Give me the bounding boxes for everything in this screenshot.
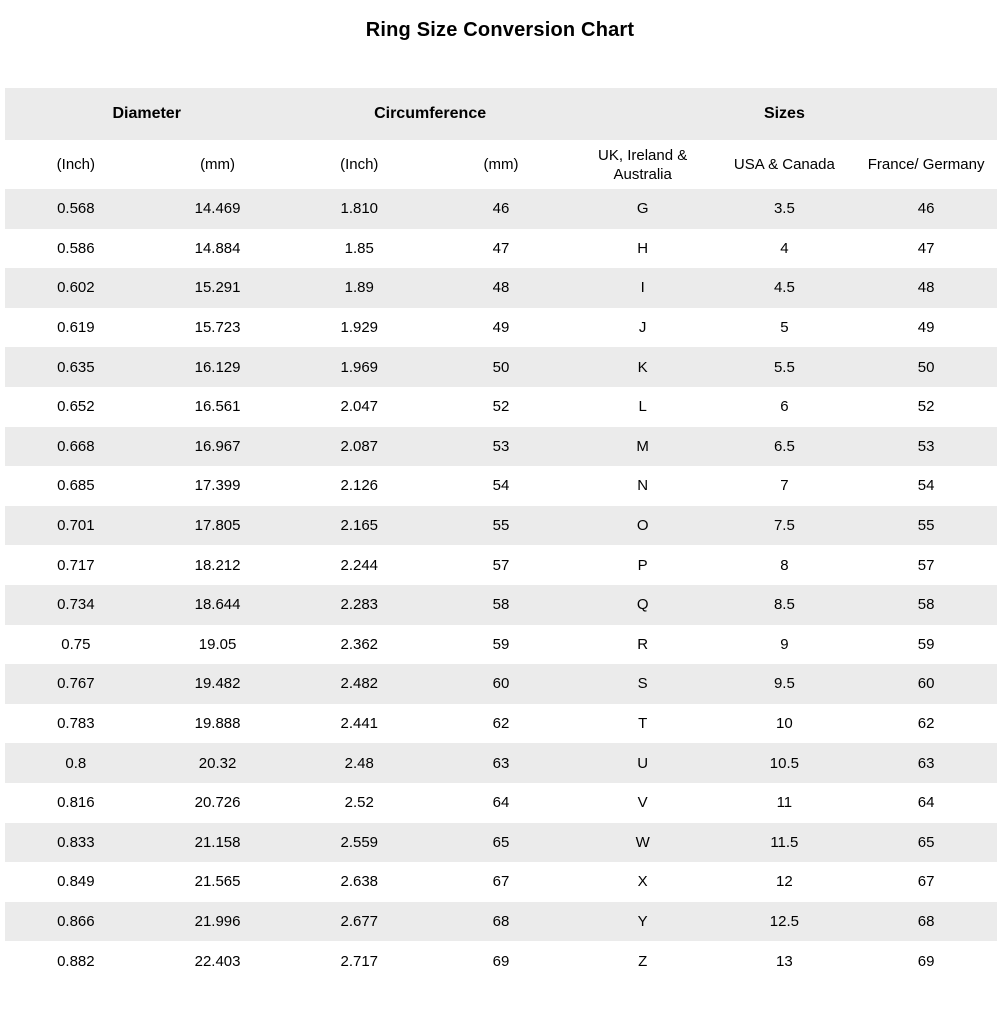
table-cell: 0.602 [57, 279, 95, 297]
table-cell: Z [638, 952, 648, 970]
group-header-row [5, 88, 997, 140]
column-header-france-germany: France/ Germany [855, 140, 997, 189]
table-cell: 0.701 [57, 517, 95, 535]
table-row [5, 229, 997, 269]
page [0, 19, 1000, 981]
table-cell: 59 [492, 635, 510, 653]
column-header-circumference-inch: (Inch) [288, 140, 430, 189]
table-cell: 0.586 [57, 239, 95, 257]
table-row [5, 545, 997, 585]
table-cell: 48 [917, 279, 935, 297]
table-cell: 47 [492, 239, 510, 257]
table-cell: 7 [780, 477, 789, 495]
table-cell: 16.129 [194, 358, 241, 376]
table-cell: 15.291 [194, 279, 241, 297]
table-cell: G [636, 200, 649, 218]
table-cell: 0.8 [65, 754, 87, 772]
table-cell: 8.5 [773, 596, 795, 614]
table-cell: 55 [917, 517, 935, 535]
table-cell: 67 [917, 873, 935, 891]
table-row [5, 347, 997, 387]
table-cell: 3.5 [773, 200, 795, 218]
table-cell: 2.362 [340, 635, 379, 653]
table-cell: 0.568 [57, 200, 95, 218]
table-cell: 22.403 [194, 952, 241, 970]
table-cell: 0.619 [57, 319, 95, 337]
table-cell: 18.644 [194, 596, 241, 614]
table-cell: 65 [917, 833, 935, 851]
table-cell: 52 [492, 398, 510, 416]
table-cell: 2.283 [340, 596, 379, 614]
table-cell: 50 [917, 358, 935, 376]
column-header-diameter-inch: (Inch) [5, 140, 147, 189]
table-cell: 68 [492, 912, 510, 930]
table-cell: 49 [492, 319, 510, 337]
table-cell: 19.05 [198, 635, 237, 653]
table-cell: 21.565 [194, 873, 241, 891]
table-row [5, 941, 997, 981]
table-cell: 2.482 [340, 675, 379, 693]
table-cell: 6.5 [773, 437, 795, 455]
table-cell: 60 [492, 675, 510, 693]
table-cell: 53 [492, 437, 510, 455]
table-cell: 0.652 [57, 398, 95, 416]
table-cell: 21.996 [194, 912, 241, 930]
table-cell: 46 [917, 200, 935, 218]
table-cell: K [637, 358, 648, 376]
table-cell: Q [636, 596, 649, 614]
column-header-usa-canada: USA & Canada [714, 140, 856, 189]
table-cell: 2.244 [340, 556, 379, 574]
table-cell: J [638, 319, 647, 337]
table-cell: 0.833 [57, 833, 95, 851]
table-row [5, 585, 997, 625]
column-header-uk-ireland-australia: UK, Ireland & Australia [572, 140, 714, 189]
table-cell: 15.723 [194, 319, 241, 337]
table-cell: 0.849 [57, 873, 95, 891]
column-header-circumference-mm: (mm) [430, 140, 572, 189]
table-cell: S [637, 675, 648, 693]
group-header-circumference: Circumference [288, 88, 571, 140]
table-row [5, 466, 997, 506]
table-cell: 2.126 [340, 477, 379, 495]
table-row [5, 427, 997, 467]
table-cell: 16.967 [194, 437, 241, 455]
table-cell: 2.047 [340, 398, 379, 416]
table-cell: 6 [780, 398, 789, 416]
table-row [5, 783, 997, 823]
table-cell: 7.5 [773, 517, 795, 535]
table-cell: 52 [917, 398, 935, 416]
table-cell: 2.087 [340, 437, 379, 455]
table-cell: 0.635 [57, 358, 95, 376]
table-cell: 2.677 [340, 912, 379, 930]
table-cell: 9.5 [773, 675, 795, 693]
table-cell: 54 [492, 477, 510, 495]
table-cell: 69 [492, 952, 510, 970]
table-cell: 10.5 [769, 754, 799, 772]
table-cell: 1.969 [340, 358, 379, 376]
table-cell: 58 [492, 596, 510, 614]
table-cell: 59 [917, 635, 935, 653]
table-cell: M [636, 437, 649, 455]
table-cell: 60 [917, 675, 935, 693]
table-cell: 1.89 [344, 279, 374, 297]
table-cell: 2.717 [340, 952, 379, 970]
table-cell: 5 [780, 319, 789, 337]
table-cell: 11.5 [770, 833, 799, 851]
table-cell: N [637, 477, 649, 495]
table-cell: 48 [492, 279, 510, 297]
table-cell: 14.884 [194, 239, 241, 257]
table-cell: L [638, 398, 647, 416]
table-row [5, 704, 997, 744]
table-cell: T [638, 715, 648, 733]
table-cell: 19.482 [194, 675, 241, 693]
table-cell: 62 [492, 715, 510, 733]
table-row [5, 189, 997, 229]
table-cell: 0.668 [57, 437, 95, 455]
table-cell: 2.559 [340, 833, 379, 851]
table-cell: X [637, 873, 648, 891]
table-cell: 69 [917, 952, 935, 970]
table-cell: 55 [492, 517, 510, 535]
table-cell: 13 [776, 952, 793, 970]
table-row [5, 308, 997, 348]
table-cell: 4.5 [773, 279, 795, 297]
table-cell: 9 [780, 635, 789, 653]
table-head [5, 88, 997, 189]
table-body [5, 189, 997, 981]
table-cell: 2.638 [340, 873, 379, 891]
group-header-sizes: Sizes [572, 88, 997, 140]
table-cell: 46 [492, 200, 510, 218]
table-cell: 1.929 [340, 319, 379, 337]
table-cell: 0.816 [57, 794, 95, 812]
table-cell: 65 [492, 833, 510, 851]
table-cell: 0.685 [57, 477, 95, 495]
table-cell: 0.717 [57, 556, 95, 574]
page-title: Ring Size Conversion Chart [365, 19, 635, 41]
table-cell: 0.767 [57, 675, 95, 693]
table-cell: 62 [917, 715, 935, 733]
table-cell: 64 [492, 794, 510, 812]
table-cell: 12 [776, 873, 793, 891]
table-cell: 54 [917, 477, 935, 495]
table-cell: 0.866 [57, 912, 95, 930]
table-cell: I [640, 279, 645, 297]
table-cell: 57 [492, 556, 510, 574]
table-cell: 58 [917, 596, 935, 614]
table-cell: 19.888 [194, 715, 241, 733]
table-cell: 10 [776, 715, 793, 733]
table-cell: 64 [917, 794, 935, 812]
column-header-diameter-mm: (mm) [147, 140, 289, 189]
table-cell: 2.48 [344, 754, 374, 772]
column-header-row [5, 140, 997, 189]
table-row [5, 664, 997, 704]
table-cell: 1.810 [340, 200, 379, 218]
table-cell: 68 [917, 912, 935, 930]
table-row [5, 743, 997, 783]
table-row [5, 862, 997, 902]
group-header-diameter: Diameter [5, 88, 288, 140]
table-row [5, 625, 997, 665]
table-cell: O [636, 517, 649, 535]
table-row [5, 268, 997, 308]
table-cell: 2.441 [340, 715, 379, 733]
table-cell: 8 [780, 556, 789, 574]
table-cell: 47 [917, 239, 935, 257]
table-cell: 4 [780, 239, 789, 257]
table-cell: 16.561 [194, 398, 241, 416]
table-row [5, 823, 997, 863]
table-row [5, 387, 997, 427]
table-cell: 0.75 [61, 635, 91, 653]
table-cell: Y [637, 912, 648, 930]
table-cell: 2.165 [340, 517, 379, 535]
table-cell: 63 [492, 754, 510, 772]
table-cell: 17.399 [194, 477, 241, 495]
table-cell: 67 [492, 873, 510, 891]
table-cell: P [637, 556, 648, 574]
table-cell: 2.52 [344, 794, 374, 812]
table-cell: 1.85 [344, 239, 374, 257]
table-cell: 5.5 [773, 358, 795, 376]
table-cell: 0.734 [57, 596, 95, 614]
table-cell: 0.882 [57, 952, 95, 970]
table-row [5, 902, 997, 942]
table-cell: H [637, 239, 649, 257]
ring-size-conversion-table [5, 88, 997, 981]
table-cell: 11 [776, 794, 793, 812]
table-cell: 0.783 [57, 715, 95, 733]
table-cell: 12.5 [769, 912, 799, 930]
table-cell: 50 [492, 358, 510, 376]
table-cell: 14.469 [194, 200, 241, 218]
table-cell: 18.212 [194, 556, 241, 574]
table-cell: 21.158 [194, 833, 241, 851]
table-cell: 20.32 [198, 754, 237, 772]
table-cell: 49 [917, 319, 935, 337]
table-cell: 20.726 [194, 794, 241, 812]
table-cell: V [637, 794, 648, 812]
table-cell: W [635, 833, 650, 851]
table-row [5, 506, 997, 546]
table-cell: 57 [917, 556, 935, 574]
table-cell: 17.805 [194, 517, 241, 535]
table-cell: 53 [917, 437, 935, 455]
table-cell: R [637, 635, 649, 653]
table-cell: U [637, 754, 649, 772]
table-cell: 63 [917, 754, 935, 772]
